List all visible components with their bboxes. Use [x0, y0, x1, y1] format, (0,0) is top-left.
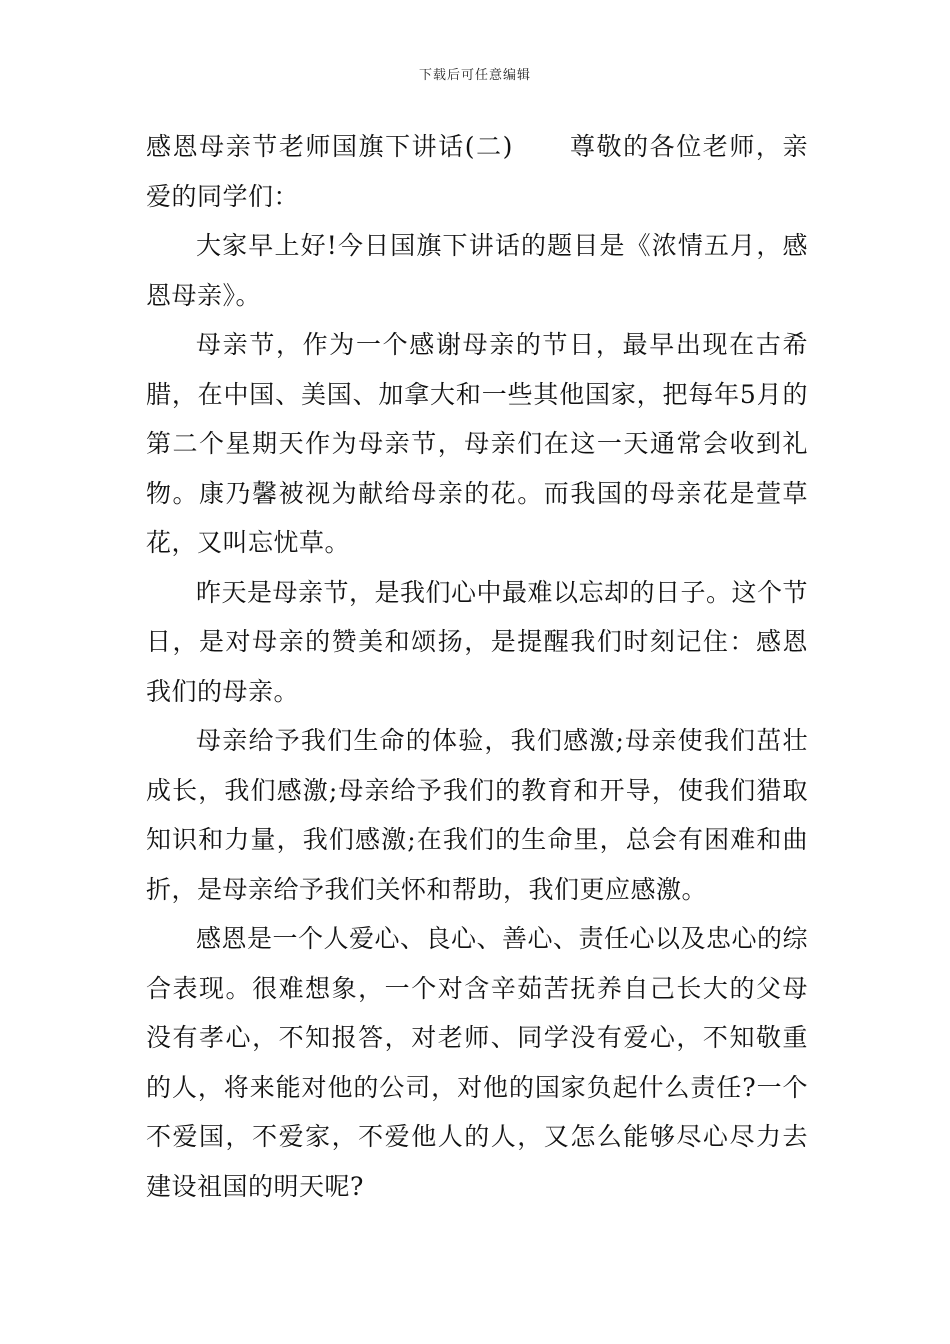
paragraph-thankfulness: 感恩是一个人爱心、良心、善心、责任心以及忠心的综合表现。很难想象，一个对含辛茹苦抚养自己长大的父母没有孝心，不知报答，对老师、同学没有爱心，不知敬重的人，将来能对他的公司，对他的国家负起什么责任?一个不爱国，不爱家，不爱他人的人，又怎么能够尽心尽力去建设祖国的明天呢?: [146, 924, 809, 1201]
document-title: 感恩母亲节老师国旗下讲话(二): [146, 132, 513, 161]
paragraph-mothers-day-origin: 母亲节，作为一个感谢母亲的节日，最早出现在古希腊，在中国、美国、加拿大和一些其他国家，把每年5月的第二个星期天作为母亲节，母亲们在这一天通常会收到礼物。康乃馨被视为献给母亲的花。而我国的母亲花是萱草花，又叫忘忧草。: [146, 330, 808, 557]
paragraph-gratitude: 母亲给予我们生命的体验，我们感激;母亲使我们茁壮成长，我们感激;母亲给予我们的教育和开导，使我们猎取知识和力量，我们感激;在我们的生命里，总会有困难和曲折，是母亲给予我们关怀和帮助，我们更应感激。: [146, 726, 808, 904]
header-note: 下载后可任意编辑: [418, 68, 531, 83]
paragraph-greeting: 大家早上好!今日国旗下讲话的题目是《浓情五月，感恩母亲》。: [146, 231, 808, 310]
title-line: [146, 122, 808, 221]
salutation: 尊敬的各位老师，亲爱的同学们：: [146, 132, 808, 211]
document-body: [146, 122, 808, 1211]
paragraph-yesterday: 昨天是母亲节，是我们心中最难以忘却的日子。这个节日，是对母亲的赞美和颂扬，是提醒我们时刻记住：感恩我们的母亲。: [146, 577, 809, 706]
